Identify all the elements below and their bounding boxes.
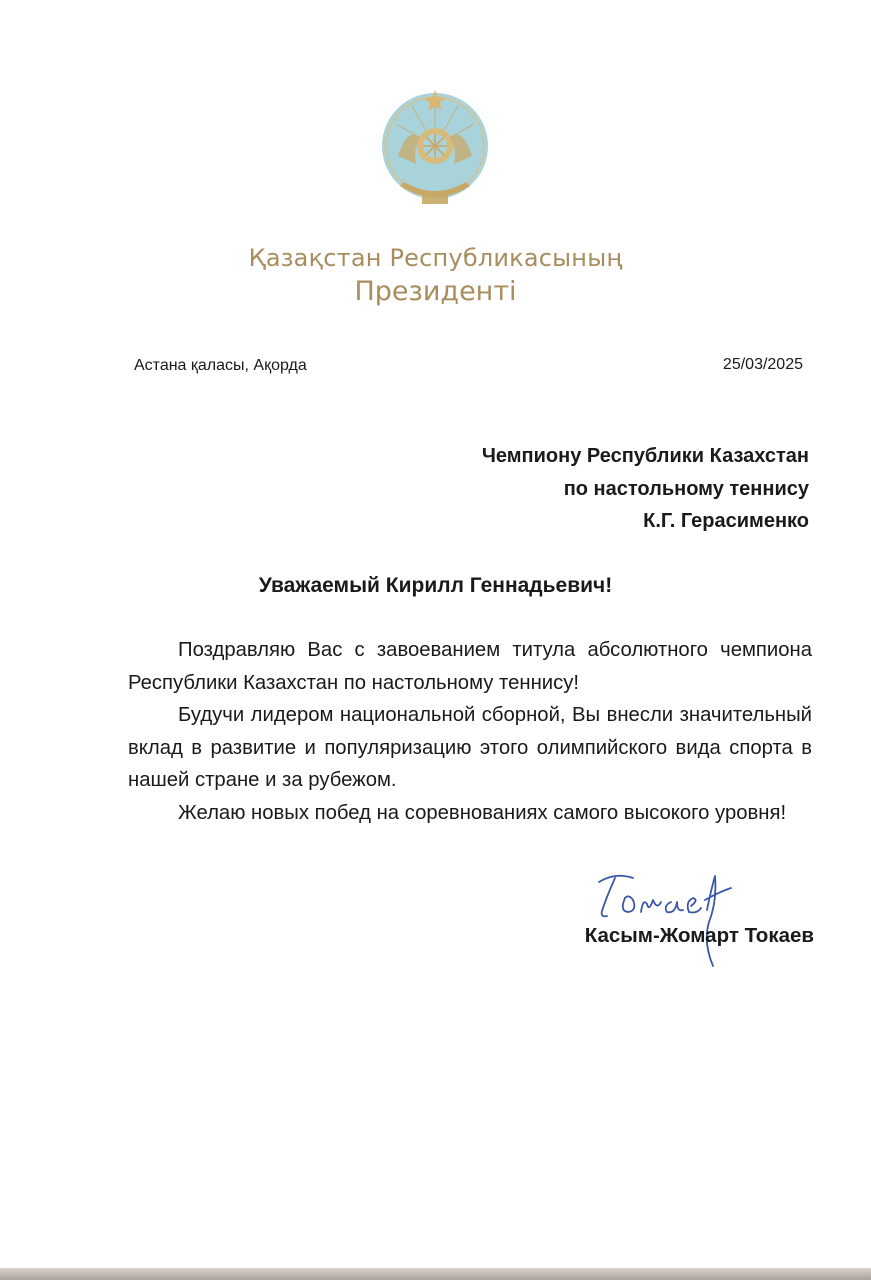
letterhead-line-1: Қазақстан Республикасының <box>248 244 623 272</box>
letter-place: Астана қаласы, Ақорда <box>134 357 307 374</box>
letter-date: 25/03/2025 <box>722 356 803 373</box>
body-paragraph: Поздравляю Вас с завоеванием титула абсолютного чемпиона Республики Казахстан по настольному теннису! <box>128 639 812 694</box>
handwritten-signature <box>585 862 755 972</box>
salutation: Уважаемый Кирилл Геннадьевич! <box>258 574 613 597</box>
addressee-block <box>482 440 809 538</box>
signer-name: Касым-Жомарт Токаев <box>584 924 814 947</box>
letter-body <box>128 634 812 829</box>
state-emblem-icon <box>378 86 492 212</box>
page-bottom-edge <box>0 1268 871 1280</box>
letterhead-line-2: Президенті <box>354 276 517 307</box>
addressee-line-1: Чемпиону Республики Казахстан <box>481 445 809 467</box>
body-paragraph: Будучи лидером национальной сборной, Вы внесли значительный вклад в развитие и популяризацию этого олимпийского вида спорта в нашей стране и за рубежом. <box>128 704 812 791</box>
addressee-line-3: К.Г. Герасименко <box>643 510 809 532</box>
body-paragraph: Желаю новых побед на соревнованиях самого высокого уровня! <box>178 801 787 824</box>
addressee-line-2: по настольному теннису <box>563 477 809 500</box>
